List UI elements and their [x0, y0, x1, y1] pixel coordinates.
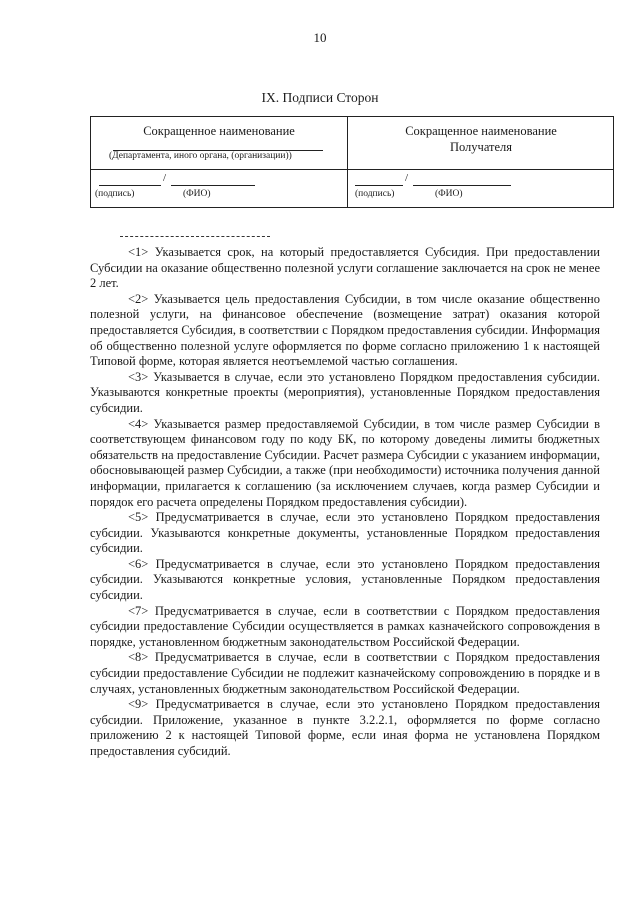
footnote: <2> Указывается цель предоставления Субсидии, в том числе оказание общественно полезной услуги, на финансовое обеспечение (возмещение затрат) оказания которой предоставляется Субсидия, в соответствии с Порядком предоставления субсидии. Информация об общественно полезной услуге оформляется по форме согласно приложению 1 к настоящей Типовой форме, которая является неотъемлемой частью соглашения.: [90, 291, 600, 369]
right-signature-label: (подпись): [355, 189, 395, 199]
section-title: IX. Подписи Сторон: [261, 90, 379, 105]
signature-table: [90, 116, 614, 208]
left-signature-label: (подпись): [95, 189, 135, 199]
right-slash: /: [405, 172, 409, 184]
left-signature-line: [99, 185, 161, 186]
left-org-subtitle: (Департамента, иного органа, (организации)): [109, 151, 292, 161]
footnote: <9> Предусматривается в случае, если это установлено Порядком предоставления субсидии. Приложение, указанное в пункте 3.2.2.1, оформляется по форме согласно приложению 2 к настоящей Типовой форме, если иная форма не установлена Порядком предоставления субсидий.: [90, 697, 600, 758]
left-slash: /: [163, 172, 167, 184]
right-party-header-line2: Получателя: [449, 140, 513, 154]
right-party-header-line1: Сокращенное наименование: [405, 124, 557, 138]
footnote: <7> Предусматривается в случае, если в соответствии с Порядком предоставления субсидии предоставление Субсидии осуществляется в рамках казначейского сопровождения в порядке, установленном бюджетным законодательством Российской Федерации.: [90, 603, 600, 649]
footnote: <8> Предусматривается в случае, если в соответствии с Порядком предоставления субсидии предоставление Субсидии не подлежит казначейскому сопровождению в порядке и в случаях, установленных бюджетным законодательством Российской Федерации.: [90, 650, 600, 696]
page-number: 10: [313, 30, 327, 45]
footnote: <6> Предусматривается в случае, если это установлено Порядком предоставления субсидии. Указываются конкретные условия, установленные Порядком предоставления субсидии.: [90, 556, 600, 603]
footnote: <1> Указывается срок, на который предоставляется Субсидия. При предоставлении Субсидии на оказание общественно полезной услуги соглашение заключается на срок не менее 2 лет.: [90, 245, 600, 291]
right-fio-line: [413, 185, 511, 186]
left-fio-line: [171, 185, 255, 186]
right-signature-line: [355, 185, 403, 186]
footnote-separator: [120, 236, 270, 237]
footnote: <3> Указывается в случае, если это установлено Порядком предоставления субсидии. Указываются конкретные проекты (мероприятия), установленные Порядком предоставления субсидии.: [90, 369, 600, 415]
table-divider-horizontal: [91, 169, 613, 170]
footnote: <5> Предусматривается в случае, если это установлено Порядком предоставления субсидии. Указываются конкретные документы, установленные Порядком предоставления субсидии.: [90, 510, 600, 556]
right-fio-label: (ФИО): [435, 189, 463, 199]
footnotes: [90, 245, 600, 760]
left-party-header: Сокращенное наименование: [143, 124, 295, 138]
footnote: <4> Указывается размер предоставляемой Субсидии, в том числе размер Субсидии в соответствующем финансовом году по коду БК, по которому доведены лимиты бюджетных обязательств на предоставление Субсидии. Расчет размера Субсидии с указанием информации, обосновывающей размер Субсидии, а также (при необходимости) источника получения данной информации, прилагается к соглашению (за исключением случаев, когда размер Субсидии и порядок его расчета определены Порядком предоставления субсидии).: [90, 416, 600, 509]
left-fio-label: (ФИО): [183, 189, 211, 199]
